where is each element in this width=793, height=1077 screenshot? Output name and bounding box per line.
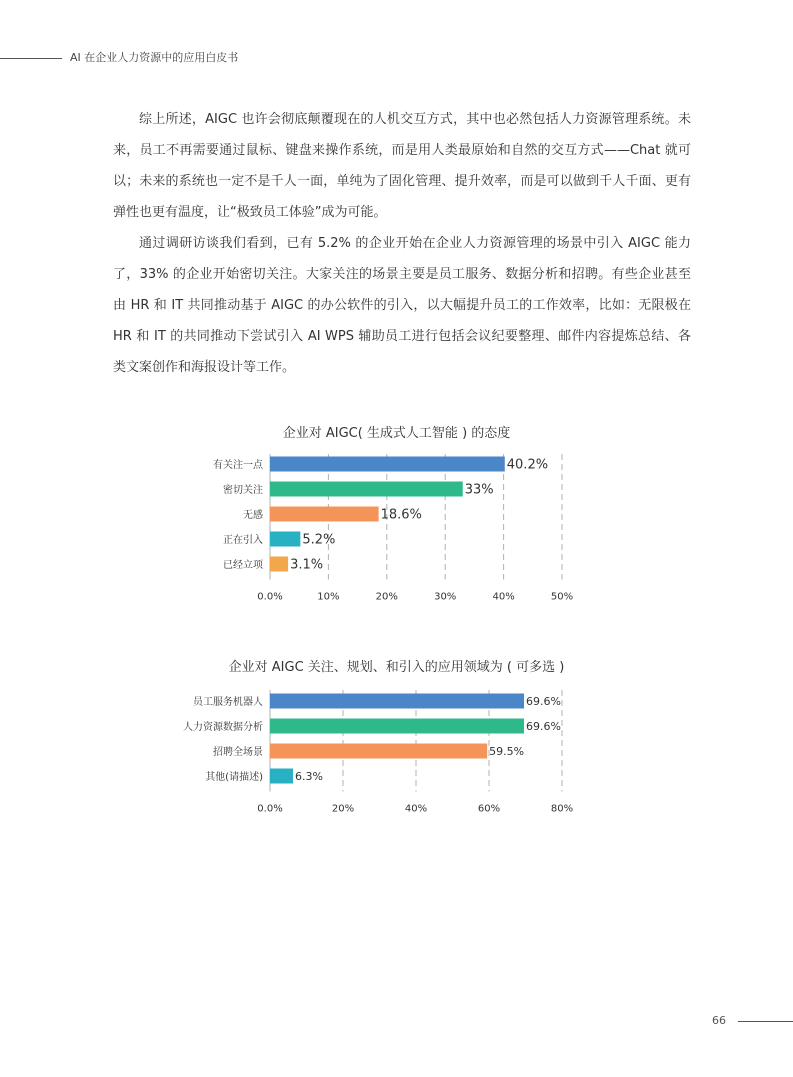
category-label: 人力资源数据分析 (183, 722, 263, 733)
bar (270, 532, 300, 547)
chart2-title: 企业对 AIGC 关注、规划、和引入的应用领域为 ( 可多选 ) (228, 660, 565, 675)
x-tick-label: 30% (434, 591, 457, 603)
running-header-title: AI 在企业人力资源中的应用白皮书 (70, 51, 239, 64)
category-label: 已经立项 (223, 560, 263, 571)
bar (270, 769, 293, 784)
category-label: 有关注一点 (213, 460, 263, 471)
header-rule (0, 58, 62, 59)
category-label: 正在引入 (223, 535, 263, 546)
data-label: 69.6% (526, 694, 561, 708)
bar (270, 457, 505, 472)
paragraph-summary: 综上所述，AIGC 也许会彻底颠覆现在的人机交互方式，其中也必然包括人力资源管理系统。未来，员工不再需要通过鼠标、键盘来操作系统，而是用人类最原始和自然的交互方式——Chat 就可以；未来的系统也一定不是千人一面，单纯为了固化管理、提升效率，而是可以做到千人千面、更有弹性也更有温度，让“极致员工体验”成为可能。 (113, 112, 691, 220)
footer-rule (738, 1021, 793, 1022)
bar (270, 507, 379, 522)
chart1-title: 企业对 AIGC( 生成式人工智能 ) 的态度 (282, 426, 511, 441)
x-tick-label: 40% (404, 803, 428, 815)
x-tick-label: 50% (550, 591, 574, 603)
bar (270, 557, 288, 572)
data-label: 33% (464, 482, 494, 498)
category-label: 招聘全场景 (213, 747, 263, 758)
page-number: 66 (712, 1014, 726, 1027)
category-label: 密切关注 (223, 485, 263, 496)
body-text (113, 104, 691, 383)
category-label: 无感 (243, 510, 263, 521)
data-label: 59.5% (489, 744, 525, 758)
bar (270, 719, 524, 734)
category-label: 员工服务机器人 (193, 697, 263, 708)
data-label: 6.3% (294, 769, 323, 783)
category-label: 其他(请描述) (205, 772, 263, 783)
bar (270, 694, 524, 709)
bar (270, 482, 463, 497)
x-tick-label: 10% (317, 591, 340, 603)
data-label: 69.6% (526, 719, 561, 733)
x-tick-label: 0.0% (257, 591, 283, 603)
bar (270, 744, 487, 759)
x-tick-label: 0.0% (257, 803, 283, 815)
x-tick-label: 60% (477, 803, 501, 815)
x-tick-label: 20% (331, 803, 355, 815)
chart-attitude (0, 448, 793, 608)
x-tick-label: 80% (550, 803, 574, 815)
x-tick-label: 40% (492, 591, 515, 603)
data-label: 5.2% (302, 532, 336, 548)
data-label: 40.2% (506, 457, 549, 473)
data-label: 18.6% (380, 507, 422, 523)
paragraph-survey: 通过调研访谈我们看到，已有 5.2% 的企业开始在企业人力资源管理的场景中引入 AIGC 能力了，33% 的企业开始密切关注。大家关注的场景主要是员工服务、数据分析和招聘。有些企业甚至由 HR 和 IT 共同推动基于 AIGC 的办公软件的引入，以大幅提升员工的工作效率，比如：无限极在 HR 和 IT 的共同推动下尝试引入 AI WPS 辅助员工进行包括会议纪要整理、邮件内容提炼总结、各类文案创作和海报设计等工作。 (113, 236, 691, 375)
chart-application-areas (0, 684, 793, 824)
x-tick-label: 20% (375, 591, 398, 603)
data-label: 3.1% (290, 557, 324, 573)
